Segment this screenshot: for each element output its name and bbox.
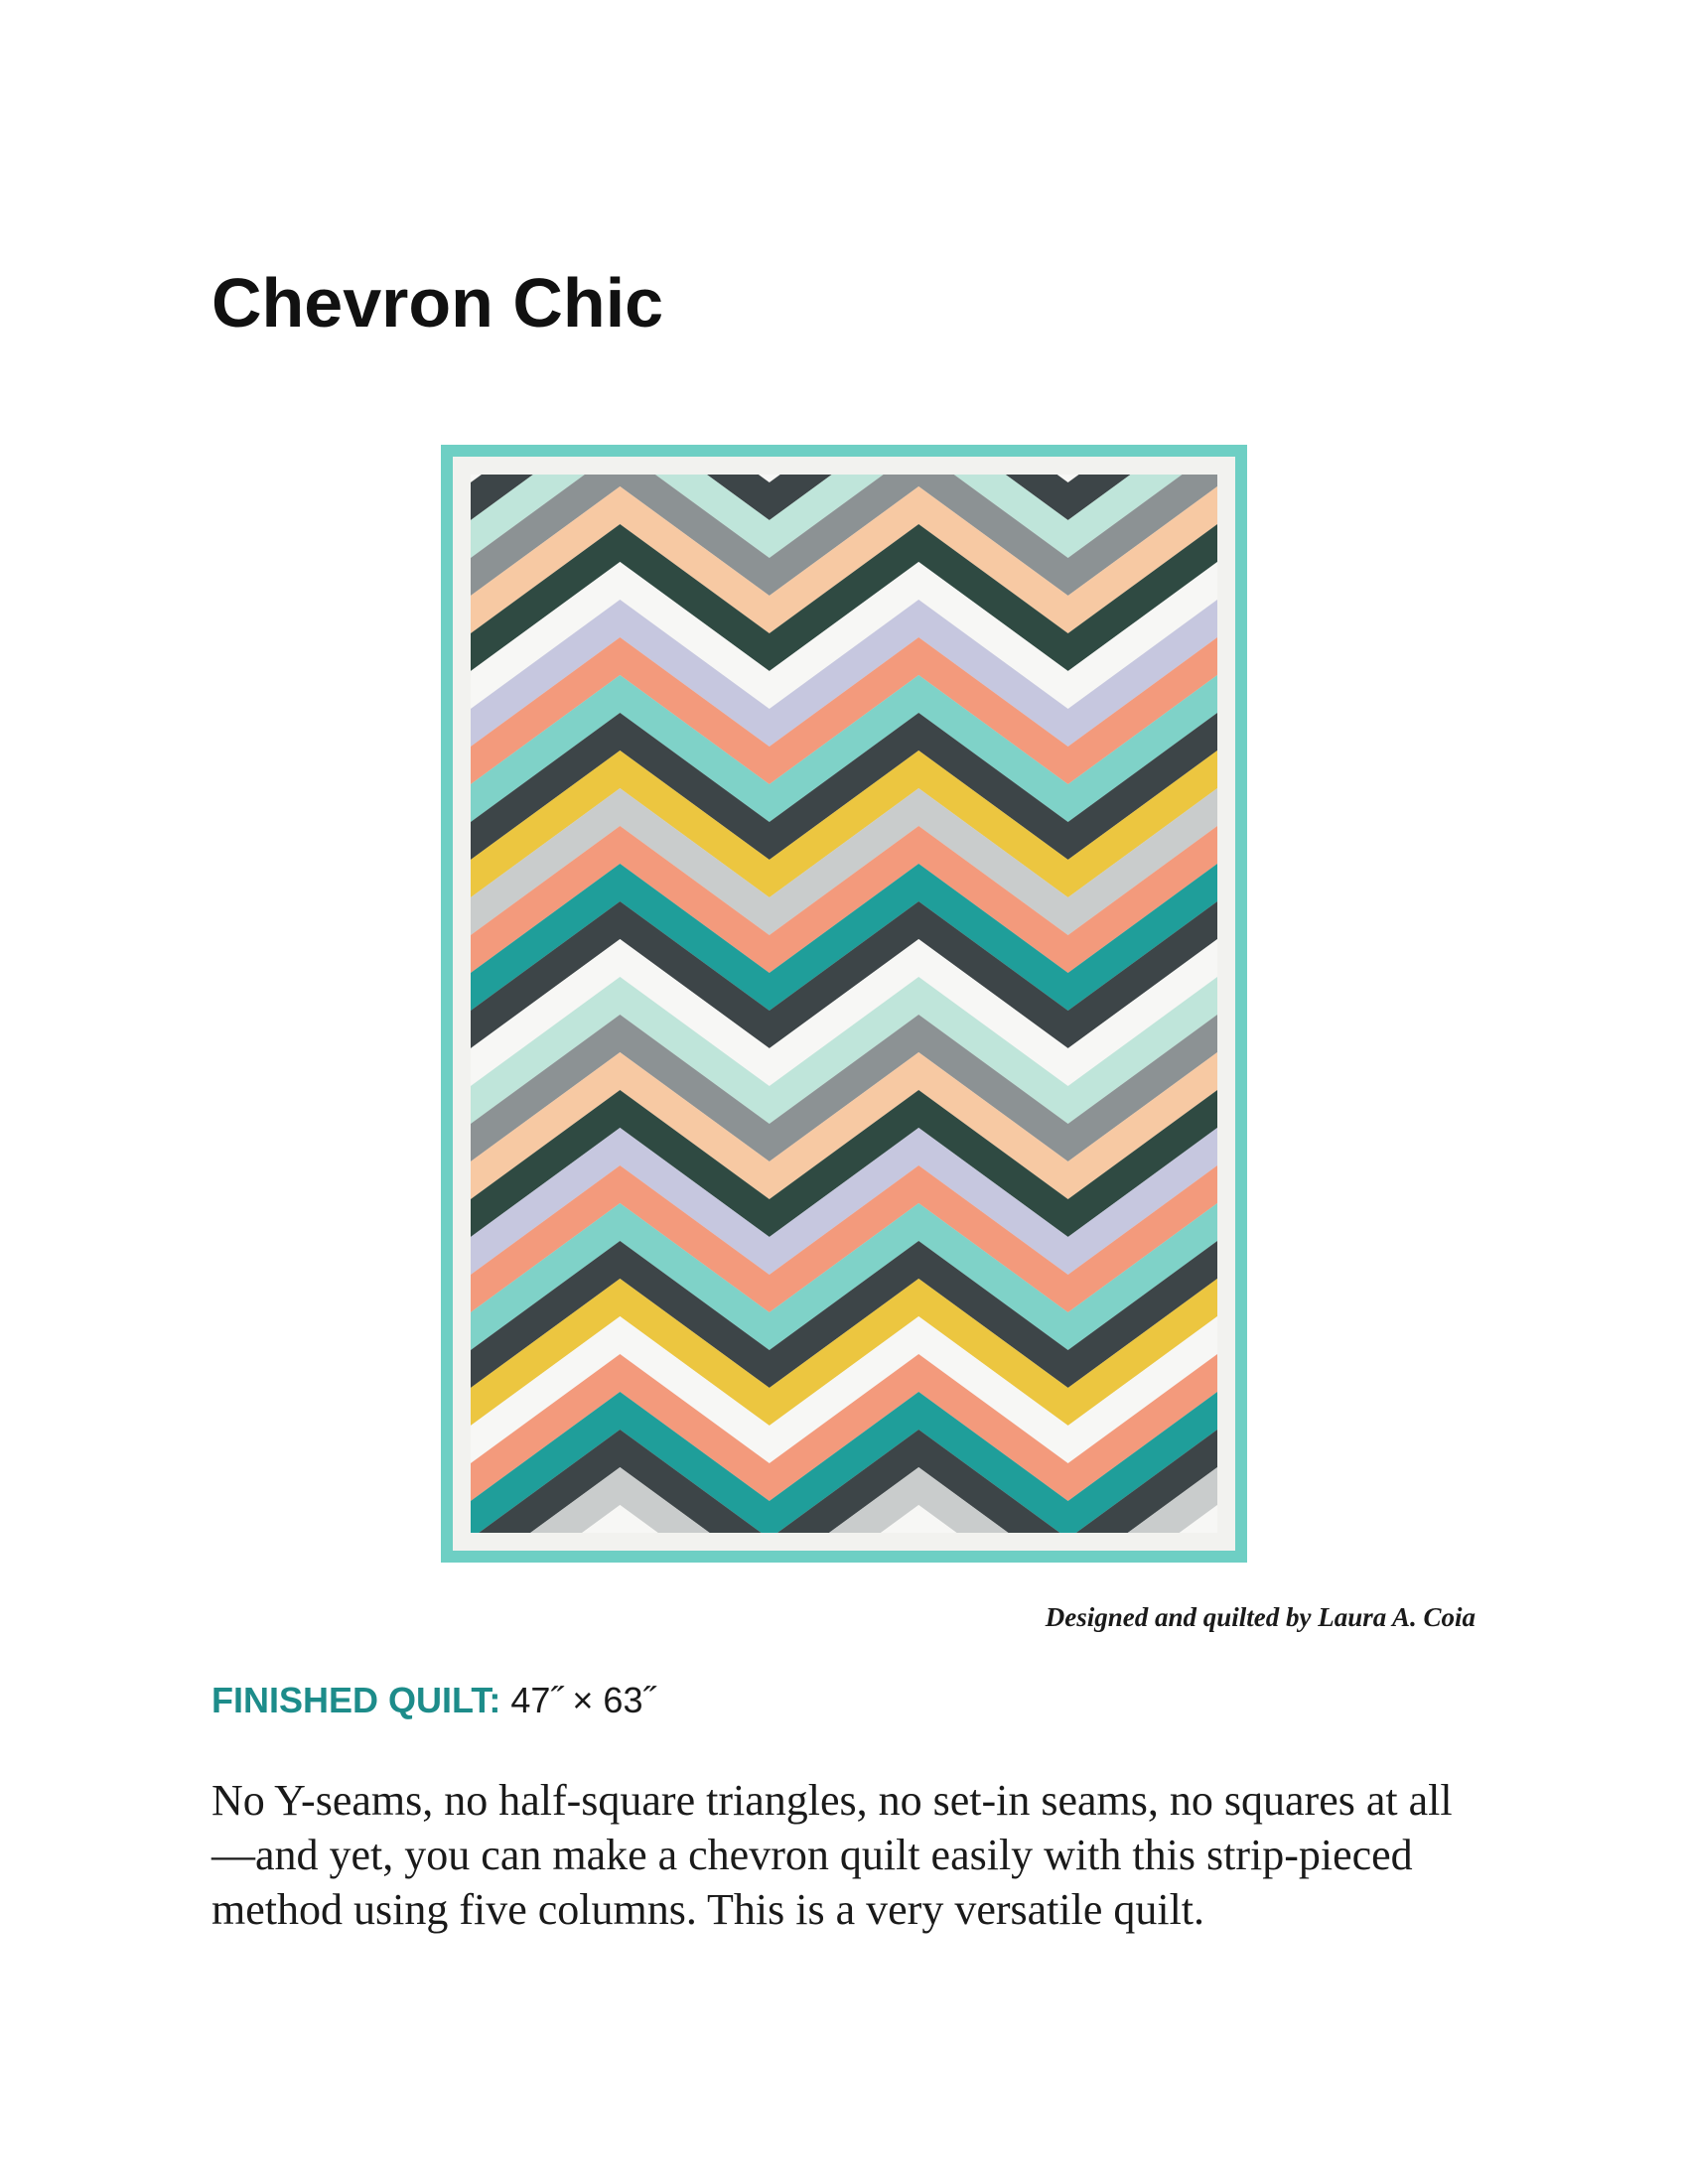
finished-quilt-label: FINISHED QUILT [211, 1680, 490, 1720]
quilt-illustration [441, 445, 1247, 1563]
finished-quilt-colon: : [489, 1680, 501, 1720]
page-title: Chevron Chic [211, 264, 664, 341]
finished-quilt-value: 47˝ × 63˝ [510, 1680, 655, 1720]
quilt-chevron-stripes [441, 445, 1247, 1563]
finished-quilt-size [211, 1680, 654, 1721]
intro-paragraph: No Y-seams, no half-square triangles, no set-in seams, no squares at all—and yet, you can make a chevron quilt easily with this strip-pieced method using five columns. This is a very versatile quilt. [211, 1776, 1453, 1934]
quilt-photo [441, 445, 1247, 1563]
photo-caption: Designed and quilted by Laura A. Coia [1045, 1602, 1476, 1632]
